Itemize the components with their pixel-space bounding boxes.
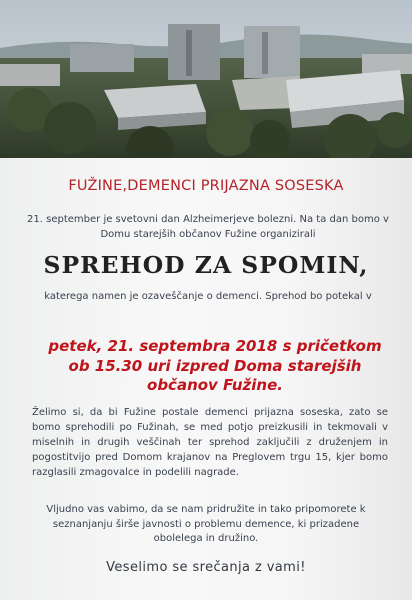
intro-text: 21. september je svetovni dan Alzheimerjeve bolezni. Na ta dan bomo v Domu starejših občanov Fužine organizirali [27,214,389,240]
poster-title: FUŽINE,DEMENCI PRIJAZNA SOSESKA [68,178,344,194]
purpose-text: katerega namen je ozaveščanje o demenci. Sprehod bo potekal v [44,291,372,302]
neighborhood-photo [0,0,412,158]
event-date-text: petek, 21. septembra 2018 s pričetkom ob 15.30 uri izpred Doma starejših občanov Fužine. [48,337,382,394]
description-paragraph: Želimo si, da bi Fužine postale demenci prijazna soseska, zato se bomo sprehodili po Fužinah, se med potjo preizkusili in tekmovali v miselnih in drugih veščinah ter sprehod zaključili z druženjem in pogostitvijo pred Domom krajanov na Preglovem trgu 15, kjer bomo razglasili zmagovalce in podelili nagrade. [32,407,388,478]
event-headline: SPREHOD ZA SPOMIN, [43,252,369,279]
invitation-paragraph: Vljudno vas vabimo, da se nam pridružite in tako pripomorete k seznanjanju širše javnosti o problemu demence, ki prizadene obolelega in družino. [46,504,366,544]
closing-line: Veselimo se srečanja z vami! [106,560,306,575]
